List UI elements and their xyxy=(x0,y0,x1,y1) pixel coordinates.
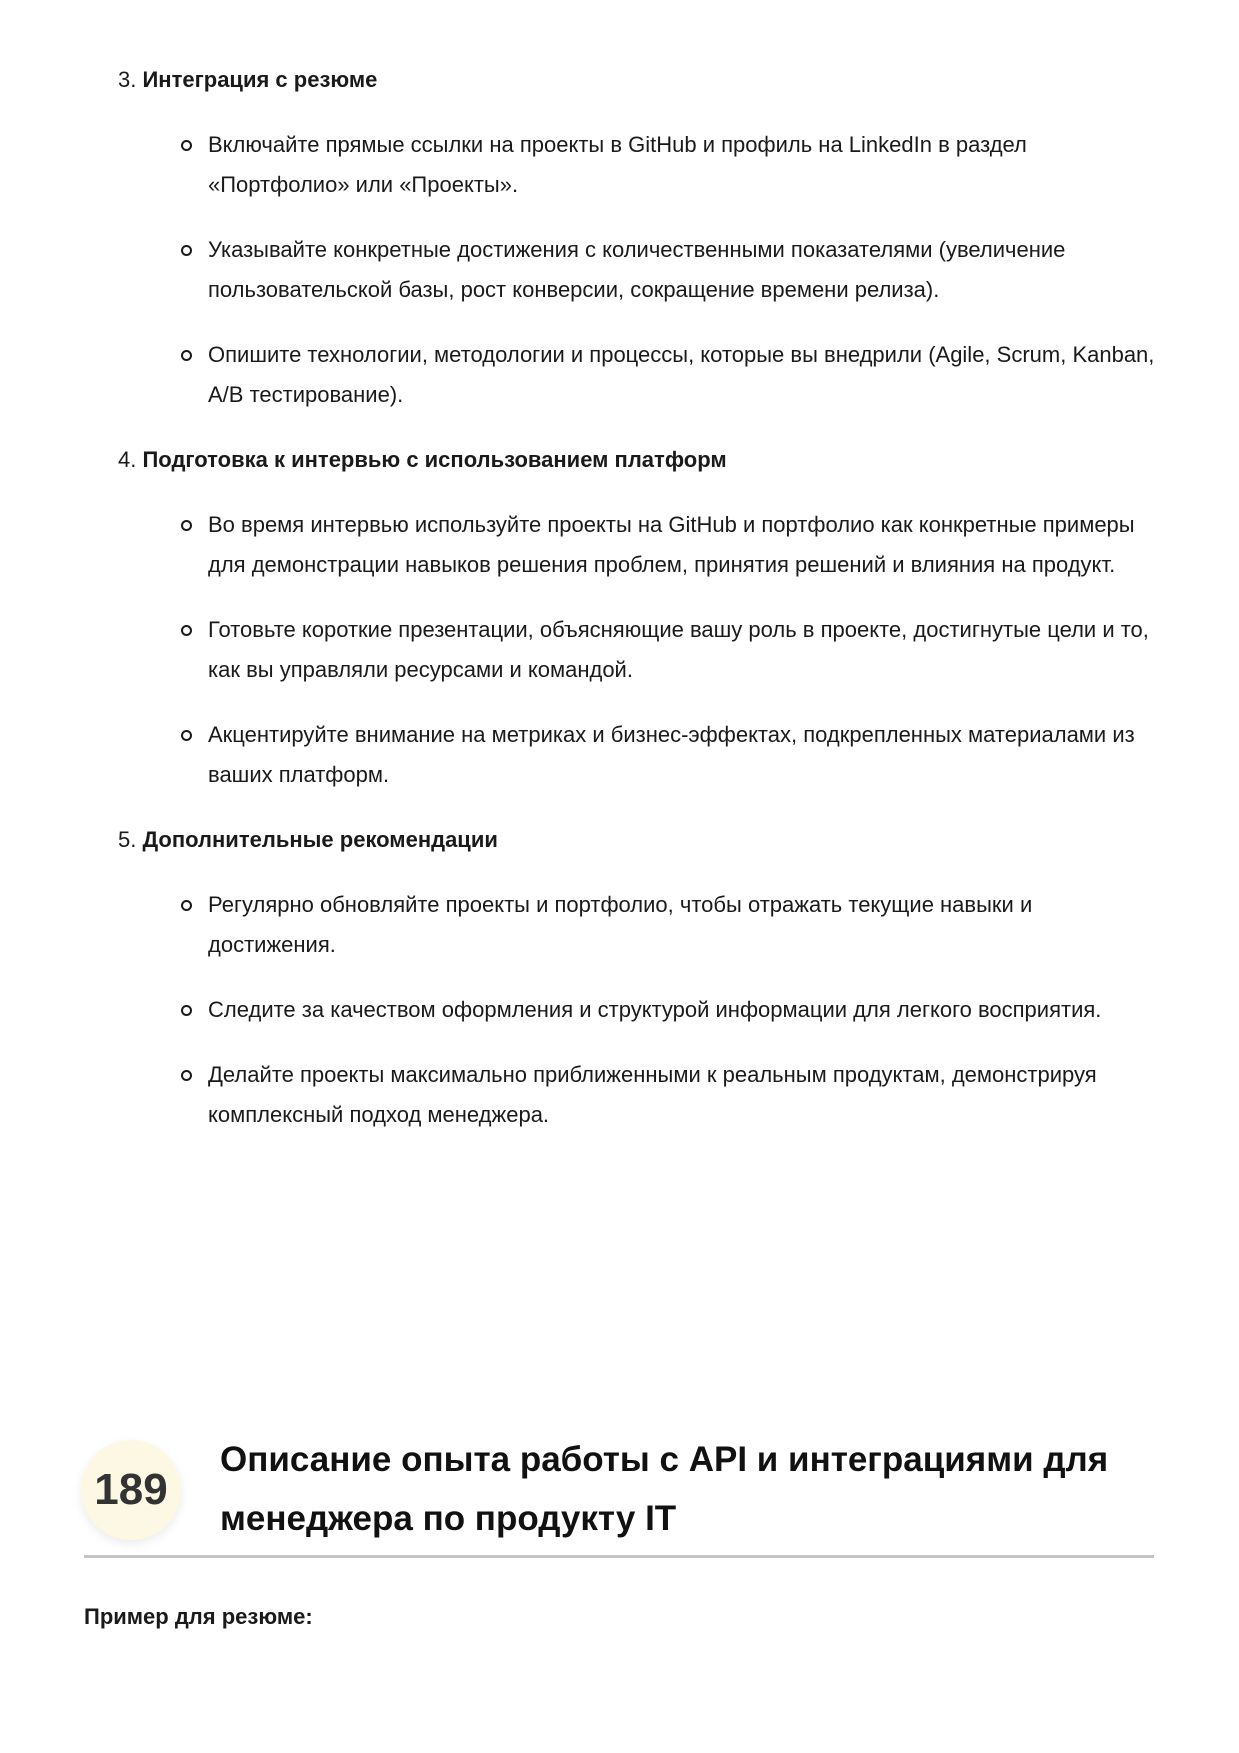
bullet-circle-icon xyxy=(181,1005,192,1016)
item-number: 5. xyxy=(118,827,137,852)
bullet-circle-icon xyxy=(181,520,192,531)
section-number-badge: 189 xyxy=(81,1440,181,1540)
bullet-circle-icon xyxy=(181,730,192,741)
item-heading xyxy=(118,440,1158,480)
bullet-text: Опишите технологии, методологии и процессы, которые вы внедрили (Agile, Scrum, Kanban, A/B тестирование). xyxy=(208,342,1155,407)
section-header xyxy=(84,1425,1154,1548)
bullet-text: Акцентируйте внимание на метриках и бизнес-эффектах, подкрепленных материалами из ваших платформ. xyxy=(208,722,1135,787)
bullet-circle-icon xyxy=(181,350,192,361)
bullet-text: Регулярно обновляйте проекты и портфолио, чтобы отражать текущие навыки и достижения. xyxy=(208,892,1033,957)
item-number: 4. xyxy=(118,447,137,472)
bullet-item xyxy=(208,230,1158,310)
bullet-text: Следите за качеством оформления и структурой информации для легкого восприятия. xyxy=(208,997,1102,1022)
bullet-circle-icon xyxy=(181,245,192,256)
bullet-item xyxy=(208,125,1158,205)
bullet-item xyxy=(208,885,1158,965)
section-title-line: менеджера по продукту IT xyxy=(220,1499,677,1538)
bullet-text: Делайте проекты максимально приближенными к реальным продуктам, демонстрируя комплексный подход менеджера. xyxy=(208,1062,1097,1127)
section-title xyxy=(220,1425,1154,1548)
bullet-item xyxy=(208,505,1158,585)
bullet-circle-icon xyxy=(181,900,192,911)
item-heading xyxy=(118,820,1158,860)
bullet-item xyxy=(208,335,1158,415)
item-number: 3. xyxy=(118,67,137,92)
list-item-5 xyxy=(118,820,1158,1135)
bullet-text: Указывайте конкретные достижения с количественными показателями (увеличение пользовательской базы, рост конверсии, сокращение времени релиза). xyxy=(208,237,1066,302)
bullet-item xyxy=(208,610,1158,690)
bullet-circle-icon xyxy=(181,140,192,151)
item-title: Подготовка к интервью с использованием платформ xyxy=(142,447,727,472)
item-title: Дополнительные рекомендации xyxy=(142,827,498,852)
section-title-line: Описание опыта работы с API и интеграциями для xyxy=(220,1440,1109,1479)
bullet-circle-icon xyxy=(181,1070,192,1081)
example-label: Пример для резюме: xyxy=(84,1604,313,1629)
item-title: Интеграция с резюме xyxy=(142,67,378,92)
bullet-circle-icon xyxy=(181,625,192,636)
bullet-item xyxy=(208,1055,1158,1135)
bullet-item xyxy=(208,990,1158,1030)
bullet-text: Включайте прямые ссылки на проекты в GitHub и профиль на LinkedIn в раздел «Портфолио» или «Проекты». xyxy=(208,132,1027,197)
list-item-4 xyxy=(118,440,1158,795)
item-heading xyxy=(118,60,1158,100)
document-body xyxy=(118,60,1158,1160)
bullet-item xyxy=(208,715,1158,795)
section-divider xyxy=(84,1555,1154,1558)
bullet-text: Во время интервью используйте проекты на GitHub и портфолио как конкретные примеры для демонстрации навыков решения проблем, принятия решений и влияния на продукт. xyxy=(208,512,1135,577)
list-item-3 xyxy=(118,60,1158,415)
bullet-text: Готовьте короткие презентации, объясняющие вашу роль в проекте, достигнутые цели и то, как вы управляли ресурсами и командой. xyxy=(208,617,1149,682)
